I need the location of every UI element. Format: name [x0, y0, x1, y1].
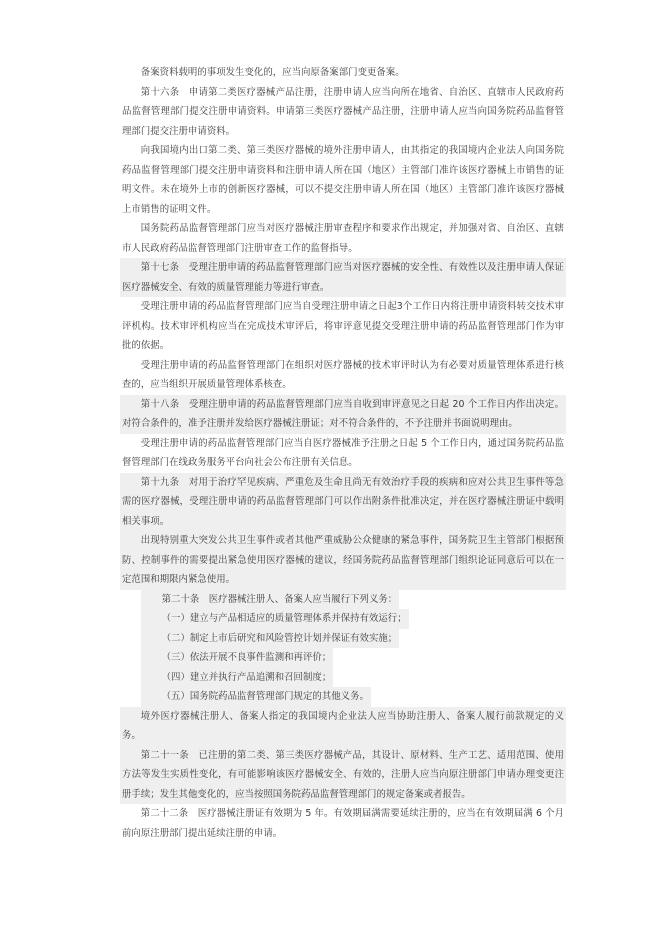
list-item: [120, 648, 566, 668]
list-item-text: （一）建立与产品相适应的质量管理体系并保持有效运行；: [141, 609, 409, 629]
list-item: [120, 668, 566, 688]
paragraphs-after-list: [120, 707, 566, 844]
list-item-text: （五）国务院药品监督管理部门规定的其他义务。: [141, 687, 371, 707]
paragraph: 第十九条 对用于治疗罕见疾病、严重危及生命且尚无有效治疗手段的疾病和应对公共卫生事件等急需的医疗器械，受理注册申请的药品监督管理部门可以作出附条件批准决定，并在医疗器械注册证中载明相关事项。: [120, 473, 566, 532]
paragraph: 出现特别重大突发公共卫生事件或者其他严重威胁公众健康的紧急事件，国务院卫生主管部门根据预防、控制事件的需要提出紧急使用医疗器械的建议，经国务院药品监督管理部门组织论证同意后可以在一定范围和期限内紧急使用。: [120, 531, 566, 590]
paragraph: 受理注册申请的药品监督管理部门应当自受理注册申请之日起3个工作日内将注册申请资料转交技术审评机构。技术审评机构应当在完成技术审评后，将审评意见提交受理注册申请的药品监督管理部门作为审批的依据。: [122, 301, 564, 351]
paragraph: 境外医疗器械注册人、备案人指定的我国境内企业法人应当协助注册人、备案人履行前款规定的义务。: [120, 707, 566, 746]
list-item: [120, 609, 566, 629]
paragraph: 受理注册申请的药品监督管理部门应当自医疗器械准予注册之日起 5 个工作日内，通过国务院药品监督管理部门在线政务服务平台向社会公布注册有关信息。: [122, 437, 564, 468]
paragraph: 第十七条 受理注册申请的药品监督管理部门应当对医疗器械的安全性、有效性以及注册申请人保证医疗器械安全、有效的质量管理能力等进行审查。: [120, 258, 566, 297]
paragraph: 第十八条 受理注册申请的药品监督管理部门应当自收到审评意见之日起 20 个工作日内作出决定。对符合条件的，准予注册并发给医疗器械注册证；对不符合条件的，不予注册并书面说明理由。: [120, 395, 566, 434]
list-item-text: （二）制定上市后研究和风险管控计划并保证有效实施；: [141, 629, 399, 649]
paragraph: 受理注册申请的药品监督管理部门在组织对医疗器械的技术审评时认为有必要对质量管理体系进行核查的，应当组织开展质量管理体系核查。: [122, 359, 564, 390]
paragraph: 备案资料载明的事项发生变化的，应当向原备案部门变更备案。: [140, 67, 405, 78]
paragraph: 向我国境内出口第二类、第三类医疗器械的境外注册申请人，由其指定的我国境内企业法人向国务院药品监督管理部门提交注册申请资料和注册申请人所在国（地区）主管部门准许该医疗器械上市销售的证明文件。未在境外上市的创新医疗器械，可以不提交注册申请人所在国（地区）主管部门准许该医疗器械上市销售的证明文件。: [122, 145, 564, 215]
document-body: [120, 63, 566, 843]
list-item: [120, 629, 566, 649]
list-item-text: （三）依法开展不良事件监测和再评价；: [141, 648, 333, 668]
obligation-list: [120, 609, 566, 707]
paragraphs-before-list: [120, 63, 566, 609]
paragraph: 第二十一条 已注册的第二类、第三类医疗器械产品，其设计、原材料、生产工艺、适用范围、使用方法等发生实质性变化，有可能影响该医疗器械安全、有效的，注册人应当向原注册部门申请办理变更注册手续；发生其他变化的，应当按照国务院药品监督管理部门的规定备案或者报告。: [120, 746, 566, 805]
paragraph: 第二十二条 医疗器械注册证有效期为 5 年。有效期届满需要延续注册的，应当在有效期届满 6 个月前向原注册部门提出延续注册的申请。: [122, 808, 564, 839]
paragraph: 第十六条 申请第二类医疗器械产品注册，注册申请人应当向所在地省、自治区、直辖市人民政府药品监督管理部门提交注册申请资料。申请第三类医疗器械产品注册，注册申请人应当向国务院药品监督管理部门提交注册申请资料。: [122, 86, 564, 137]
paragraph: [120, 590, 566, 610]
paragraph: 国务院药品监督管理部门应当对医疗器械注册审查程序和要求作出规定，并加强对省、自治区、直辖市人民政府药品监督管理部门注册审查工作的监督指导。: [122, 223, 564, 254]
list-item: [120, 687, 566, 707]
highlighted-text: 第二十条 医疗器械注册人、备案人应当履行下列义务：: [141, 590, 399, 610]
list-item-text: （四）建立并执行产品追溯和召回制度；: [141, 668, 333, 688]
